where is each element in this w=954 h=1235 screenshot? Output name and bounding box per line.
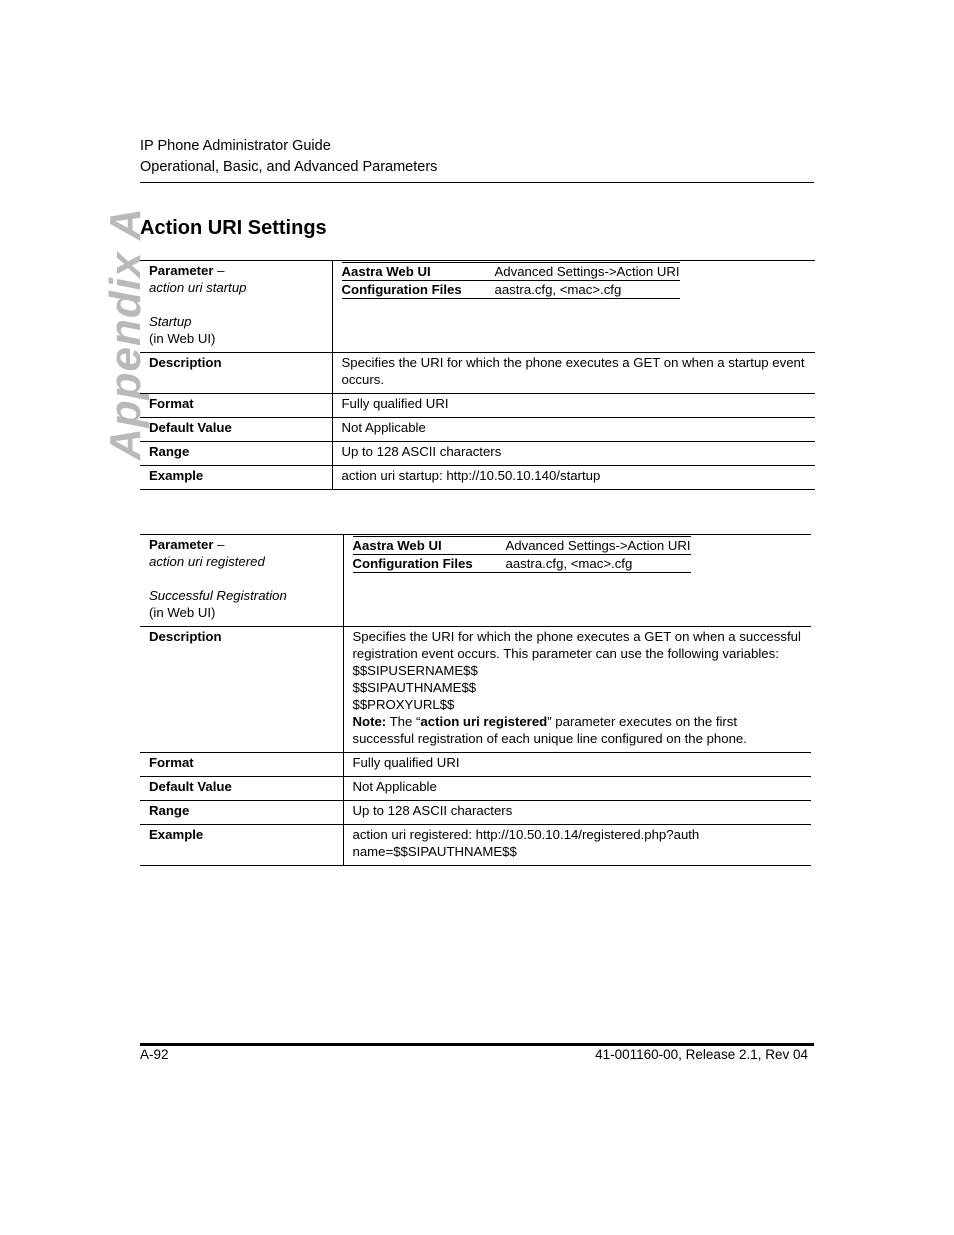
default-value-label: Default Value bbox=[140, 418, 332, 442]
description-text: Specifies the URI for which the phone executes a GET on when a successful registration event occurs. This parameter can use the following variables: bbox=[352, 629, 801, 661]
parameter-name: action uri startup bbox=[149, 280, 247, 295]
variable-item: $$SIPAUTHNAME$$ bbox=[352, 680, 477, 695]
config-files-value: aastra.cfg, <mac>.cfg bbox=[505, 556, 633, 571]
web-ui-suffix: (in Web UI) bbox=[149, 605, 216, 620]
note: Note: The “action uri registered” parameter executes on the first successful registration of each unique line configured on the phone. bbox=[352, 714, 747, 746]
location-inner-table bbox=[353, 536, 691, 573]
document-id: 41-001160-00, Release 2.1, Rev 04 bbox=[595, 1047, 808, 1062]
parameter-label: Parameter bbox=[149, 537, 214, 552]
section-title: Action URI Settings bbox=[140, 217, 327, 239]
table-row bbox=[140, 394, 815, 418]
parameter-table-registered bbox=[140, 534, 811, 866]
config-files-label: Configuration Files bbox=[352, 556, 473, 571]
description-label: Description bbox=[140, 353, 332, 394]
location-cell bbox=[343, 535, 811, 627]
table-row bbox=[140, 627, 811, 753]
running-header bbox=[140, 136, 437, 178]
format-value: Fully qualified URI bbox=[352, 755, 460, 770]
table-row bbox=[140, 825, 811, 866]
config-files-label: Configuration Files bbox=[341, 282, 462, 297]
range-value: Up to 128 ASCII characters bbox=[352, 803, 513, 818]
variable-item: $$SIPUSERNAME$$ bbox=[352, 663, 478, 678]
header-chapter-title: Operational, Basic, and Advanced Parameters bbox=[140, 159, 438, 175]
table-row bbox=[140, 466, 815, 490]
web-ui-name: Successful Registration bbox=[149, 588, 287, 603]
table-row bbox=[140, 353, 815, 394]
example-value-line: action uri registered: http://10.50.10.14/registered.php?auth bbox=[352, 827, 700, 842]
default-value: Not Applicable bbox=[341, 420, 426, 435]
location-inner-table bbox=[342, 262, 680, 299]
default-value-label: Default Value bbox=[140, 777, 343, 801]
range-value: Up to 128 ASCII characters bbox=[341, 444, 502, 459]
table-row bbox=[140, 777, 811, 801]
default-value: Not Applicable bbox=[352, 779, 437, 794]
range-label: Range bbox=[140, 801, 343, 825]
page-number: A-92 bbox=[140, 1047, 169, 1062]
web-ui-path: Advanced Settings->Action URI bbox=[494, 264, 680, 279]
range-label: Range bbox=[140, 442, 332, 466]
example-cell bbox=[343, 825, 811, 866]
web-ui-name: Startup bbox=[149, 314, 192, 329]
web-ui-label: Aastra Web UI bbox=[352, 538, 442, 553]
example-value: action uri startup: http://10.50.10.140/startup bbox=[341, 468, 601, 483]
table-row bbox=[140, 418, 815, 442]
parameter-name: action uri registered bbox=[149, 554, 265, 569]
variable-item: $$PROXYURL$$ bbox=[352, 697, 455, 712]
parameter-label: Parameter bbox=[149, 263, 214, 278]
note-label: Note: bbox=[352, 714, 387, 729]
web-ui-path: Advanced Settings->Action URI bbox=[505, 538, 691, 553]
footer-divider bbox=[140, 1043, 814, 1046]
appendix-side-label: Appendix A bbox=[101, 207, 150, 460]
web-ui-label: Aastra Web UI bbox=[341, 264, 431, 279]
format-label: Format bbox=[140, 753, 343, 777]
config-files-value: aastra.cfg, <mac>.cfg bbox=[494, 282, 622, 297]
example-label: Example bbox=[140, 825, 343, 866]
format-value: Fully qualified URI bbox=[341, 396, 449, 411]
table-row bbox=[140, 535, 811, 627]
header-guide-title: IP Phone Administrator Guide bbox=[140, 138, 331, 154]
parameter-cell: Parameter – action uri startup Startup (in Web UI) bbox=[140, 261, 332, 353]
description-text: Specifies the URI for which the phone executes a GET on when a startup event occurs. bbox=[341, 355, 805, 387]
table-row bbox=[140, 801, 811, 825]
table-row bbox=[140, 261, 815, 353]
header-divider bbox=[140, 182, 814, 183]
table-row bbox=[140, 753, 811, 777]
description-cell bbox=[343, 627, 811, 753]
parameter-cell: Parameter – action uri registered Successful Registration (in Web UI) bbox=[140, 535, 343, 627]
table-row bbox=[140, 442, 815, 466]
example-value-line: name=$$SIPAUTHNAME$$ bbox=[352, 844, 517, 859]
description-label: Description bbox=[140, 627, 343, 753]
web-ui-suffix: (in Web UI) bbox=[149, 331, 216, 346]
format-label: Format bbox=[140, 394, 332, 418]
parameter-table-startup bbox=[140, 260, 815, 490]
example-label: Example bbox=[140, 466, 332, 490]
note-parameter: action uri registered bbox=[420, 714, 548, 729]
location-cell bbox=[332, 261, 815, 353]
